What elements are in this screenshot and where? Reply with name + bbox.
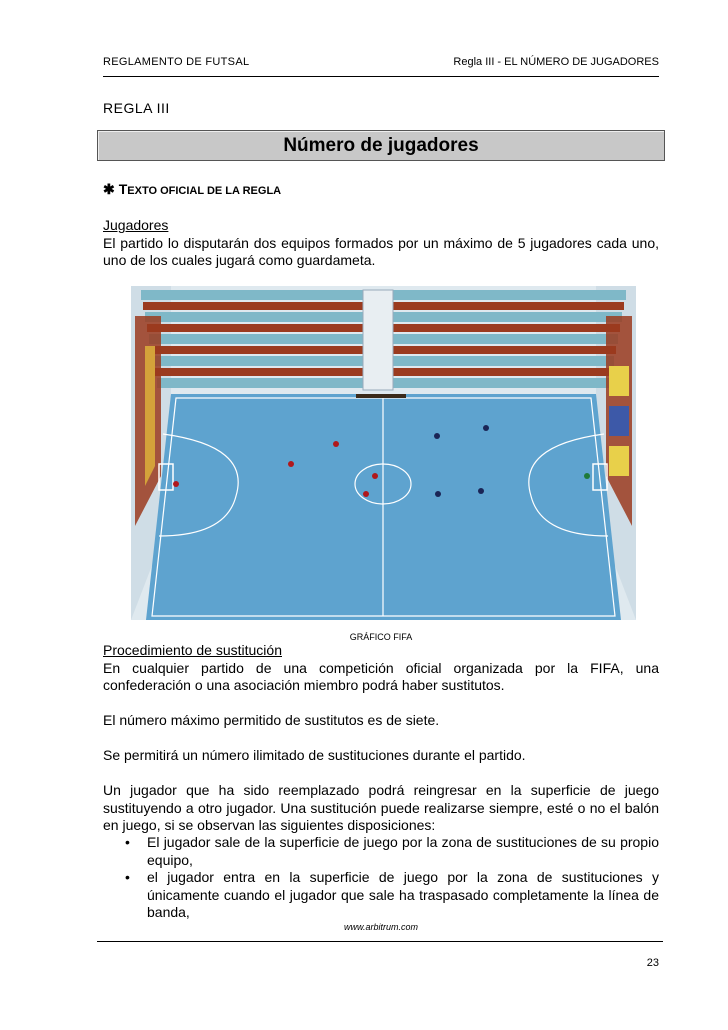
benches — [356, 394, 406, 398]
player-red-1 — [173, 481, 179, 487]
futsal-court-figure — [131, 286, 636, 620]
sustitucion-heading: Procedimiento de sustitución — [103, 642, 282, 658]
player-red-3 — [333, 441, 339, 447]
stairs — [363, 290, 393, 390]
section-rest: EXTO OFICIAL DE LA REGLA — [127, 185, 282, 197]
rule-label: REGLA III — [103, 100, 170, 116]
bullet-text: el jugador entra en la superficie de juego por la zona de sustituciones y únicamente cuando el jugador que sale ha traspasado completamente la línea de banda, — [147, 869, 659, 920]
footer-url: www.arbitrum.com — [343, 922, 418, 932]
sustitucion-p3: Se permitirá un número ilimitado de sustituciones durante el partido. — [103, 747, 526, 763]
list-item — [103, 869, 659, 922]
jugadores-text: El partido lo disputarán dos equipos formados por un máximo de 5 jugadores cada uno, uno de los cuales jugará como guardameta. — [103, 234, 659, 268]
bullet-icon: • — [125, 869, 130, 885]
bullet-text: El jugador sale de la superficie de juego por la zona de sustituciones de su propio equipo, — [147, 834, 659, 868]
bullet-icon: • — [125, 834, 130, 850]
sustitucion-p2: El número máximo permitido de sustitutos es de siete. — [103, 712, 440, 728]
player-blue-4 — [478, 488, 484, 494]
player-red-4 — [372, 473, 378, 479]
player-blue-1 — [434, 433, 440, 439]
jugadores-heading: Jugadores — [103, 217, 169, 233]
section-first-letter: T — [118, 181, 128, 197]
player-goalkeeper — [584, 473, 590, 479]
jugadores-block — [103, 217, 659, 270]
sustitucion-block — [103, 642, 659, 695]
sustitucion-p4: Un jugador que ha sido reemplazado podrá reingresar en la superficie de juego sustituyendo a otro jugador. Una sustitución puede realizarse siempre, esté o no el balón en juego, si se observan las siguientes disposiciones: — [103, 782, 659, 833]
player-red-5 — [363, 491, 369, 497]
player-blue-2 — [483, 425, 489, 431]
footer-divider — [97, 941, 663, 942]
page-number: 23 — [646, 957, 659, 969]
list-item — [103, 834, 659, 869]
sustitucion-bullets — [103, 834, 659, 922]
player-blue-3 — [435, 491, 441, 497]
title-box — [97, 130, 665, 161]
figure-caption: GRÁFICO FIFA — [349, 632, 413, 642]
section-heading — [103, 181, 281, 198]
header-right: Regla III - EL NÚMERO DE JUGADORES — [453, 56, 659, 68]
page-title: Número de jugadores — [283, 135, 479, 156]
header-left: REGLAMENTO DE FUTSAL — [103, 56, 250, 68]
asterisk-icon: ✱ — [103, 181, 115, 197]
player-red-2 — [288, 461, 294, 467]
header-divider — [103, 76, 659, 77]
sustitucion-p1: En cualquier partido de una competición oficial organizada por la FIFA, una confederación o una asociación miembro podrá haber sustitutos. — [103, 659, 659, 693]
